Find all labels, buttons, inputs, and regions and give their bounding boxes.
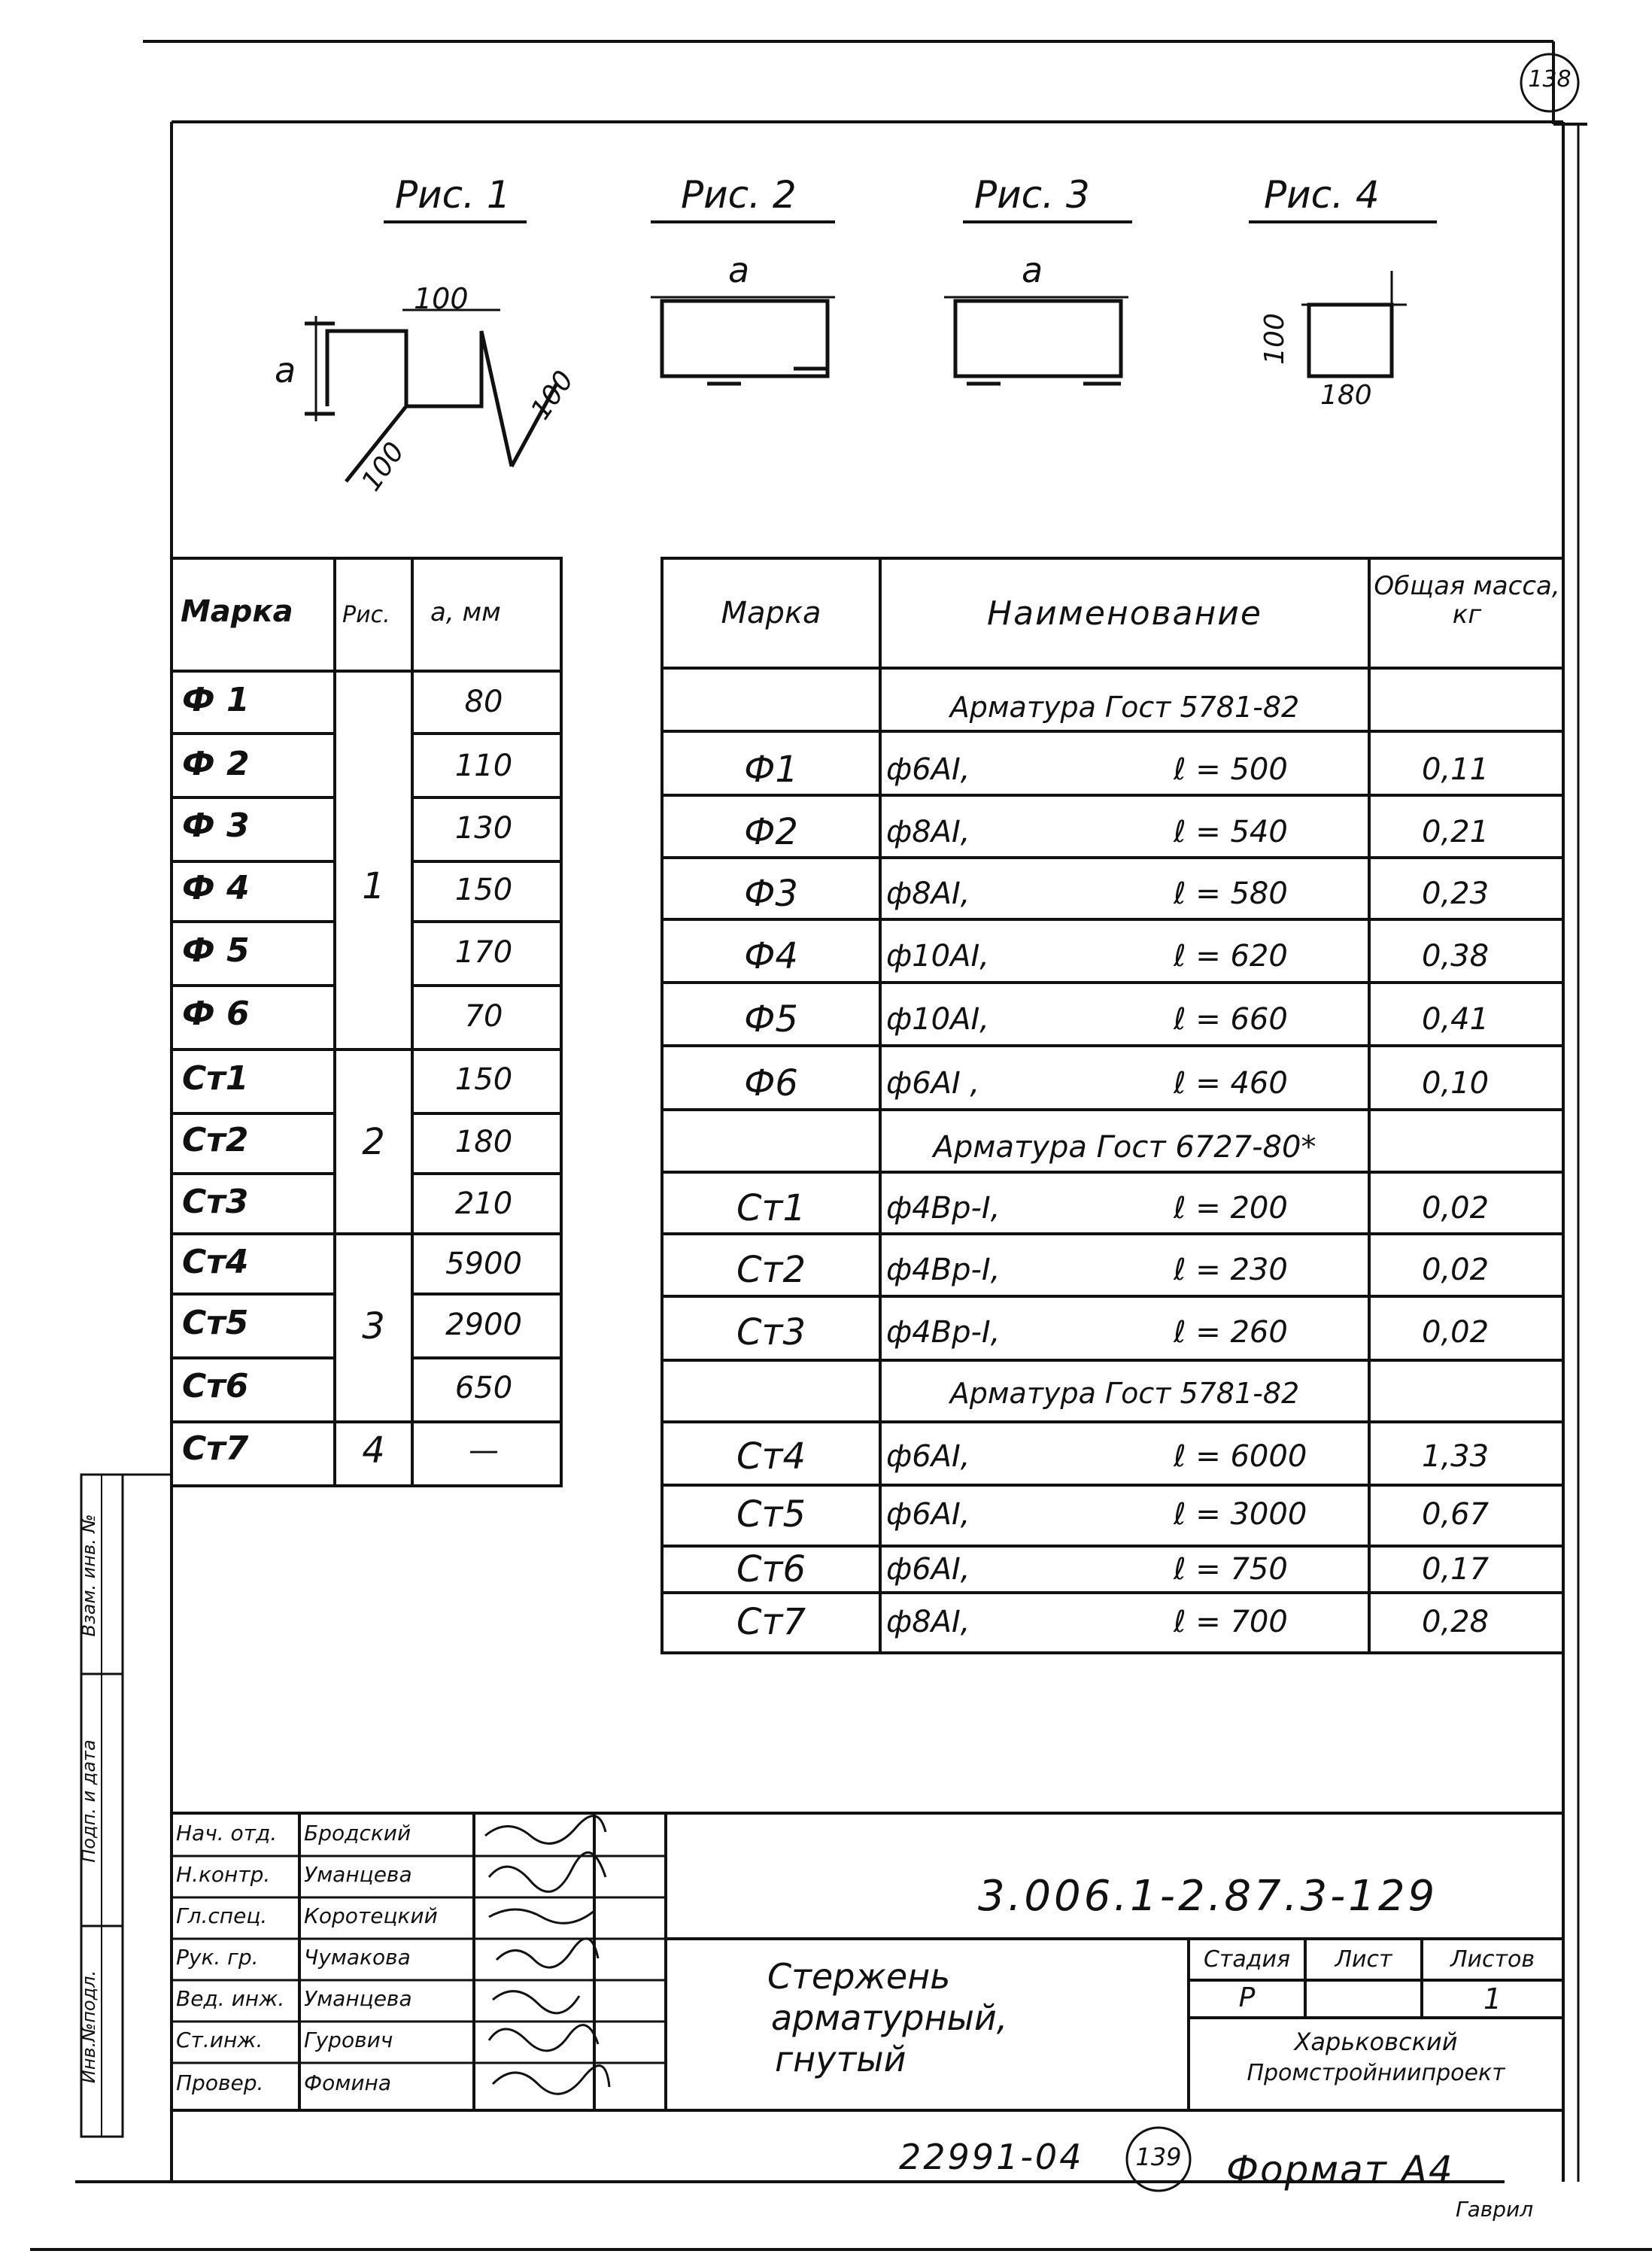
right-section-header: Арматура Гост 5781-82	[949, 691, 1300, 724]
left-row-mark: Ст7	[182, 1429, 249, 1468]
left-fig-group: 4	[362, 1429, 385, 1472]
left-row-mark: Ф 2	[182, 745, 250, 783]
right-row-mass: 0,02	[1422, 1315, 1490, 1350]
figure-2-dim-a: a	[728, 250, 750, 290]
left-row-mark: Ф 5	[182, 931, 250, 970]
right-row-mass: 0,21	[1422, 815, 1490, 849]
format-label: Формат А4	[1226, 2148, 1454, 2192]
right-row-name: ф4Вр-I,	[886, 1253, 1001, 1287]
left-row-mark: Ст6	[182, 1367, 249, 1405]
sheets-header: Листов	[1450, 1946, 1535, 1973]
tb-role: Нач. отд.	[176, 1821, 278, 1845]
right-row-length: ℓ = 260	[1174, 1315, 1288, 1350]
tb-name: Коротецкий	[304, 1903, 438, 1928]
figure-2-label: Рис. 2	[681, 173, 797, 217]
tb-name: Гурович	[304, 2028, 393, 2052]
right-row-length: ℓ = 580	[1174, 876, 1288, 911]
side-stamp-sign-date: Подп. и дата	[78, 1739, 99, 1863]
right-row-length: ℓ = 200	[1174, 1191, 1288, 1226]
right-row-name: ф10АI,	[886, 939, 989, 974]
right-row-mass: 0,38	[1422, 939, 1490, 974]
figure-1-dim-top: 100	[414, 282, 469, 315]
right-row-name: ф10АI,	[886, 1002, 989, 1037]
tb-role: Провер.	[176, 2070, 264, 2095]
tb-name: Чумакова	[304, 1945, 411, 1970]
right-section-header: Арматура Гост 6727-80*	[933, 1130, 1316, 1165]
right-row-mark: Ф2	[744, 811, 798, 853]
left-row-a: 80	[464, 685, 503, 719]
right-row-mark: Ф6	[744, 1062, 798, 1104]
left-row-a: 130	[454, 811, 513, 846]
right-row-mark: Ст6	[736, 1548, 806, 1590]
left-row-a: 170	[454, 935, 513, 970]
right-row-mass: 0,02	[1422, 1253, 1490, 1287]
left-row-a: 70	[464, 999, 503, 1034]
tb-name: Уманцева	[304, 1862, 412, 1887]
left-row-mark: Ст5	[182, 1304, 249, 1342]
right-row-length: ℓ = 750	[1174, 1552, 1288, 1587]
right-row-name: ф8АI,	[886, 815, 970, 849]
stage-value: Р	[1238, 1982, 1256, 2013]
tb-role: Рук. гр.	[176, 1945, 259, 1970]
left-fig-group: 2	[362, 1121, 385, 1163]
left-row-a: 110	[454, 749, 513, 783]
left-row-a: 180	[454, 1125, 513, 1159]
right-row-mass: 0,67	[1422, 1497, 1490, 1532]
left-fig-group: 3	[362, 1305, 385, 1347]
left-row-a: —	[469, 1433, 499, 1468]
right-header-mass: Общая масса, кг	[1374, 571, 1560, 630]
figure-3-dim-a: a	[1022, 250, 1043, 290]
right-row-name: ф6АI,	[886, 752, 970, 787]
right-row-name: ф6АI,	[886, 1439, 970, 1474]
left-row-a: 150	[454, 873, 513, 907]
tb-role: Гл.спец.	[176, 1903, 268, 1928]
right-row-mass: 0,17	[1422, 1552, 1490, 1587]
left-row-mark: Ф 3	[182, 807, 250, 845]
right-row-length: ℓ = 6000	[1174, 1439, 1307, 1474]
title-line-3: гнутый	[775, 2039, 906, 2079]
copier-signature: Гаврил	[1456, 2197, 1534, 2222]
figure-4-dim-height: 100	[1259, 313, 1290, 365]
sheets-value: 1	[1483, 1982, 1502, 2016]
right-row-length: ℓ = 3000	[1174, 1497, 1307, 1532]
right-row-name: ф8АI,	[886, 876, 970, 911]
right-row-name: ф6АI,	[886, 1497, 970, 1532]
left-row-mark: Ст4	[182, 1243, 249, 1281]
org-line-2: Промстройниипроект	[1247, 2060, 1505, 2086]
right-row-name: ф4Вр-I,	[886, 1315, 1001, 1350]
right-row-mark: Ст2	[736, 1249, 806, 1291]
figure-1-dim-right-hook: 100	[524, 365, 580, 426]
left-row-a: 650	[454, 1371, 513, 1405]
figure-1-label: Рис. 1	[395, 173, 511, 217]
right-row-length: ℓ = 620	[1174, 939, 1288, 974]
right-row-mark: Ст3	[736, 1311, 806, 1353]
tb-role: Н.контр.	[176, 1862, 271, 1887]
right-row-length: ℓ = 460	[1174, 1066, 1288, 1101]
right-row-mark: Ст7	[736, 1601, 806, 1643]
left-row-mark: Ф 1	[182, 681, 250, 719]
right-row-name: ф4Вр-I,	[886, 1191, 1001, 1226]
left-row-a: 2900	[445, 1308, 522, 1342]
left-header-a: a, мм	[430, 597, 501, 627]
tb-name: Бродский	[304, 1821, 411, 1845]
left-row-mark: Ф 4	[182, 869, 250, 907]
top-sheet-number: 138	[1528, 66, 1572, 93]
bottom-sheet-number: 139	[1135, 2143, 1182, 2171]
left-row-a: 5900	[445, 1247, 522, 1281]
left-header-mark: Марка	[181, 594, 293, 629]
right-row-mark: Ст1	[736, 1187, 806, 1229]
figure-1-dim-left-hook: 100	[355, 436, 411, 497]
right-row-mass: 0,11	[1422, 752, 1490, 787]
right-row-mass: 1,33	[1422, 1439, 1490, 1474]
sheet-header: Лист	[1335, 1946, 1392, 1973]
left-row-a: 150	[454, 1062, 513, 1097]
right-header-mark: Марка	[721, 596, 821, 630]
left-row-mark: Ст2	[182, 1121, 249, 1159]
right-row-length: ℓ = 500	[1174, 752, 1288, 787]
tb-name: Фомина	[304, 2070, 392, 2095]
right-row-mark: Ф3	[744, 873, 798, 915]
left-row-mark: Ст1	[182, 1059, 249, 1098]
right-row-mass: 0,28	[1422, 1605, 1490, 1639]
right-row-mark: Ф5	[744, 998, 798, 1040]
stage-header: Стадия	[1203, 1946, 1291, 1973]
title-line-2: арматурный,	[771, 1997, 1008, 2038]
title-line-1: Стержень	[767, 1956, 951, 1997]
left-row-a: 210	[454, 1186, 513, 1221]
left-row-mark: Ст3	[182, 1183, 249, 1221]
right-row-mark: Ст4	[736, 1435, 806, 1478]
org-line-1: Харьковский	[1294, 2028, 1458, 2056]
designation-code: 3.006.1-2.87.3-129	[978, 1872, 1438, 1921]
right-row-mass: 0,41	[1422, 1002, 1490, 1037]
right-row-mass: 0,23	[1422, 876, 1490, 911]
left-fig-group: 1	[362, 865, 385, 907]
figure-4-dim-width: 180	[1320, 380, 1372, 411]
right-header-name: Наименование	[987, 594, 1262, 633]
figure-4-label: Рис. 4	[1264, 173, 1380, 217]
right-row-length: ℓ = 660	[1174, 1002, 1288, 1037]
right-row-name: ф8АI,	[886, 1605, 970, 1639]
right-row-length: ℓ = 540	[1174, 815, 1288, 849]
tb-role: Ст.инж.	[176, 2028, 263, 2052]
tb-name: Уманцева	[304, 1986, 412, 2011]
left-header-fig: Рис.	[342, 602, 390, 628]
right-row-length: ℓ = 700	[1174, 1605, 1288, 1639]
right-row-name: ф6АI,	[886, 1552, 970, 1587]
side-stamp-inv: Инв.№подл.	[78, 1970, 99, 2084]
right-section-header: Арматура Гост 5781-82	[949, 1377, 1300, 1410]
side-stamp-replace: Взам. инв. №	[78, 1514, 99, 1637]
figure-3-label: Рис. 3	[974, 173, 1090, 217]
right-row-mark: Ст5	[736, 1493, 806, 1536]
right-row-mass: 0,10	[1422, 1066, 1490, 1101]
right-row-mark: Ф1	[744, 749, 798, 791]
right-row-mass: 0,02	[1422, 1191, 1490, 1226]
left-row-mark: Ф 6	[182, 995, 250, 1033]
tb-role: Вед. инж.	[176, 1986, 285, 2011]
doc-number: 22991-04	[899, 2137, 1084, 2177]
right-row-name: ф6АI ,	[886, 1066, 980, 1101]
right-row-length: ℓ = 230	[1174, 1253, 1288, 1287]
figure-1-dim-a: a	[275, 350, 296, 390]
right-row-mark: Ф4	[744, 935, 798, 977]
